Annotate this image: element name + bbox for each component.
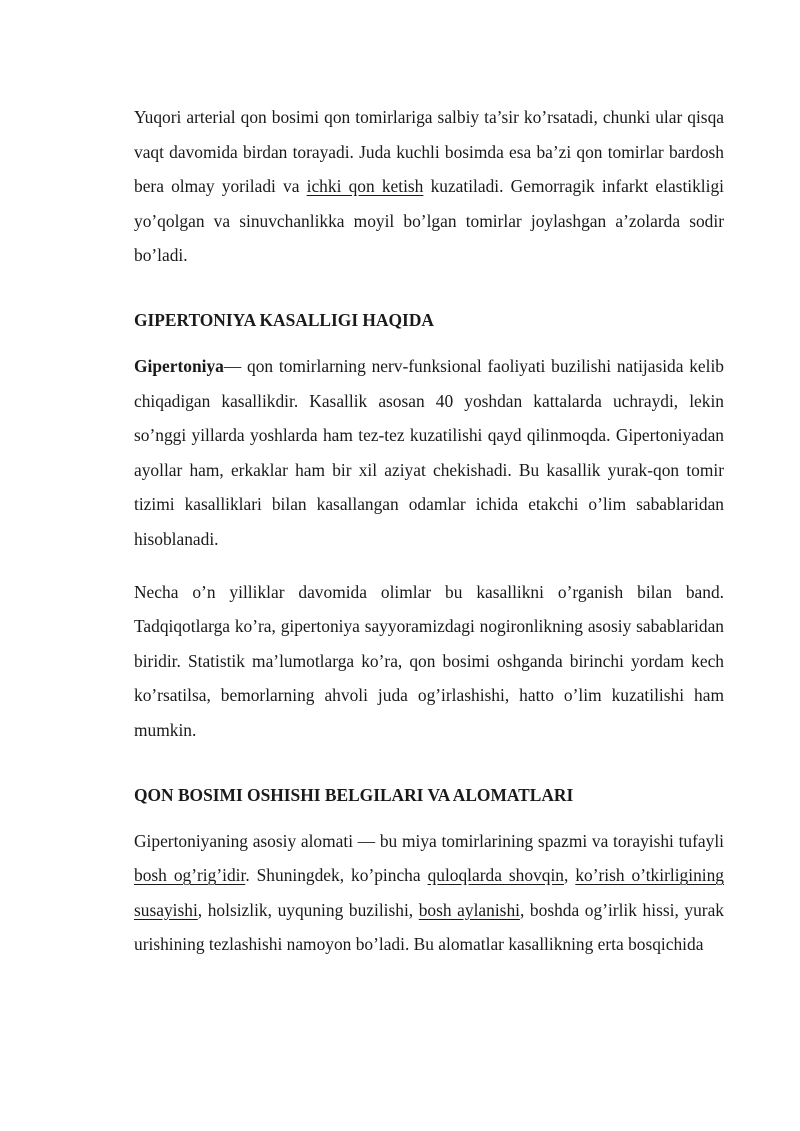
term-hypertension: Gipertoniya: [134, 355, 224, 376]
paragraph-hypertension-definition: Gipertoniya— qon tomirlarning nerv-funksional faoliyati buzilishi natijasida kelib chiqadigan kasallikdir. Kasallik asosan 40 yoshdan kattalarda uchraydi, lekin so’nggi yillarda yoshlarda ham tez-tez kuzatilishi qayd qilinmoqda. Gipertoniyadan ayollar ham, erkaklar ham bir xil aziyat chekishadi. Bu kasallik yurak-qon tomir tizimi kasalliklari bilan kasallangan odamlar ichida etakchi o’lim sabablaridan hisoblanadi.: [134, 355, 724, 549]
link-tinnitus[interactable]: quloqlarda shovqin: [427, 865, 564, 886]
paragraph-symptoms: Gipertoniyaning asosiy alomati — bu miya tomirlarining spazmi va torayishi tufayli bosh og’rig’idir. Shuningdek, ko’pincha quloqlarda shovqin, ko’rish o’tkirligining susayishi, holsizlik, uyquning buzilishi, bosh aylanishi, boshda og’irlik hissi, yurak urishining tezlashishi namoyon bo’ladi. Bu alomatlar kasallikning erta bosqichida: [134, 830, 724, 955]
section-heading-hypertension: GIPERTONIYA KASALLIGI HAQIDA: [134, 309, 434, 330]
link-internal-bleeding[interactable]: ichki qon ketish: [306, 176, 424, 197]
section-heading-symptoms: QON BOSIMI OSHISHI BELGILARI VA ALOMATLARI: [134, 784, 574, 805]
link-dizziness[interactable]: bosh aylanishi: [418, 899, 520, 920]
link-vision-loss[interactable]: ko’rish o’tkirligining susayishi: [134, 865, 724, 920]
page-cut-region: [134, 824, 724, 955]
paragraph-hemorrhage: Yuqori arterial qon bosimi qon tomirlariga salbiy ta’sir ko’rsatadi, chunki ular qisqa vaqt davomida birdan torayadi. Juda kuchli bosimda esa ba’zi qon tomirlar bardosh bera olmay yoriladi va ichki qon ketish kuzatiladi. Gemorragik infarkt elastikligi yo’qolgan va sinuvchanlikka moyil bo’lgan tomirlar joylashgan a’zolarda sodir bo’ladi.: [134, 107, 724, 266]
link-headache[interactable]: bosh og’rig’idir: [134, 865, 246, 886]
paragraph-research: Necha o’n yilliklar davomida olimlar bu kasallikni o’rganish bilan band. Tadqiqotlarga ko’ra, gipertoniya sayyoramizdagi nogironlikning asosiy sabablaridan biridir. Statistik ma’lumotlarga ko’ra, qon bosimi oshganda birinchi yordam kech ko’rsatilsa, bemorlarning ahvoli juda og’irlashishi, hatto o’lim kuzatilishi ham mumkin.: [134, 581, 724, 740]
